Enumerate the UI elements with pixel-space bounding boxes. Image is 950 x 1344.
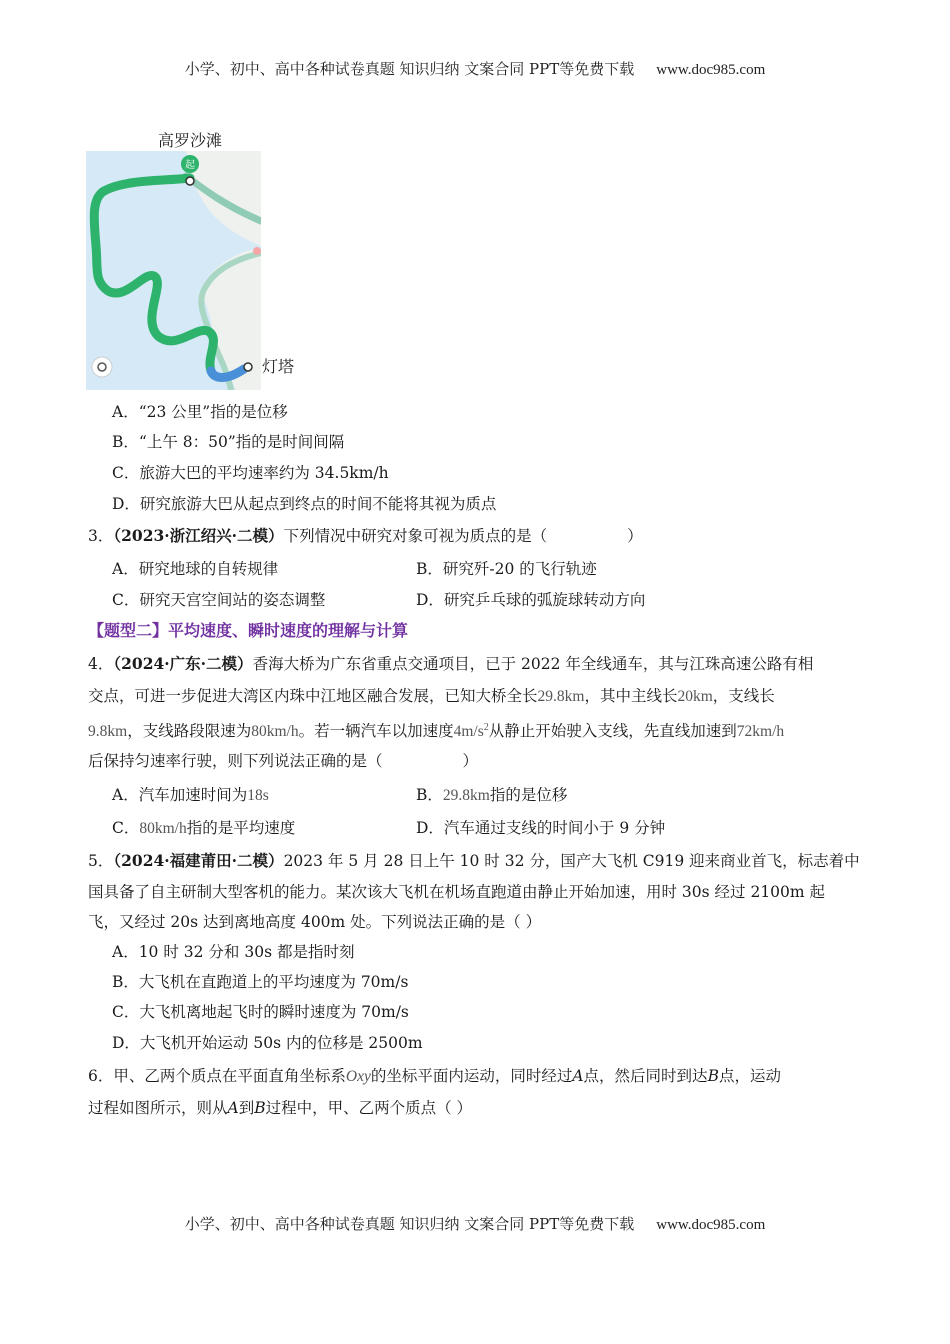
- start-badge: 起: [185, 160, 195, 171]
- header-text: 小学、初中、高中各种试卷真题 知识归纳 文案合同 PPT等免费下载: [184, 60, 635, 78]
- q3-option-b: B．研究歼-20 的飞行轨迹: [416, 560, 597, 578]
- q4-option-d: D．汽车通过支线的时间小于 9 分钟: [416, 819, 666, 837]
- q3-option-a: A．研究地球的自转规律: [112, 560, 279, 578]
- q4-line-1: 4．（2024·广东·二模）香海大桥为广东省重点交通项目，已于 2022 年全线通车，其与江珠高速公路有相: [88, 654, 814, 673]
- q5-line-3: 飞，又经过 20s 达到离地高度 400m 处。下列说法正确的是（ ）: [88, 913, 542, 931]
- q5-option-b: B．大飞机在直跑道上的平均速度为 70m/s: [112, 973, 409, 991]
- route-map: [86, 151, 261, 390]
- q5-line-2: 国具备了自主研制大型客机的能力。某次该大飞机在机场直跑道由静止开始加速，用时 30s 经过 2100m 起: [88, 883, 826, 901]
- q6-line-2: 过程如图所示，则从A到B过程中，甲、乙两个质点（ ）: [88, 1099, 473, 1117]
- q4-line-4: 后保持匀速率行驶，则下列说法正确的是（ ）: [88, 752, 479, 770]
- header-url[interactable]: www.doc985.com: [656, 62, 766, 78]
- q4-option-b: B．29.8km指的是位移: [416, 786, 568, 804]
- q2-option-d: D．研究旅游大巴从起点到终点的时间不能将其视为质点: [112, 495, 497, 513]
- locate-button: [92, 357, 112, 377]
- page-footer: [0, 1213, 950, 1234]
- footer-text: 小学、初中、高中各种试卷真题 知识归纳 文案合同 PPT等免费下载: [184, 1215, 635, 1233]
- q5-option-d: D．大飞机开始运动 50s 内的位移是 2500m: [112, 1034, 423, 1052]
- footer-url[interactable]: www.doc985.com: [656, 1217, 766, 1233]
- q4-option-a: A．汽车加速时间为18s: [112, 786, 269, 804]
- start-dot: [186, 177, 194, 185]
- q4-option-c: C．80km/h指的是平均速度: [112, 819, 296, 837]
- q4-line-3: 9.8km，支线路段限速为80km/h。若一辆汽车以加速度$4m/s^2$从静止开始驶入支线，先直线加速到72km/h: [88, 722, 785, 741]
- map-start-label: 高罗沙滩: [158, 131, 223, 150]
- map-end-label: 灯塔: [262, 357, 295, 376]
- q3-stem: 3．（2023·浙江绍兴·二模）下列情况中研究对象可视为质点的是（ ）: [88, 526, 643, 545]
- q6-line-1: 6．甲、乙两个质点在平面直角坐标系Oxy的坐标平面内运动，同时经过A点，然后同时到达B点，运动: [88, 1067, 781, 1085]
- page-header: [0, 58, 950, 79]
- q4-line-2: 交点，可进一步促进大湾区内珠中江地区融合发展，已知大桥全长29.8km，其中主线长20km，支线长: [88, 687, 775, 705]
- q3-option-c: C．研究天宫空间站的姿态调整: [112, 591, 326, 609]
- section-title: 【题型二】平均速度、瞬时速度的理解与计算: [88, 621, 409, 640]
- q2-option-c: C．旅游大巴的平均速率约为 34.5km/h: [112, 464, 389, 482]
- q2-option-b: B．“上午 8：50”指的是时间间隔: [112, 433, 345, 451]
- q3-option-d: D．研究乒乓球的弧旋球转动方向: [416, 591, 646, 609]
- q5-line-1: 5．（2024·福建莆田·二模）2023 年 5 月 28 日上午 10 时 32 分，国产大飞机 C919 迎来商业首飞，标志着中: [88, 851, 860, 870]
- q5-option-a: A．10 时 32 分和 30s 都是指时刻: [112, 943, 355, 961]
- q2-option-a: A．“23 公里”指的是位移: [112, 403, 288, 421]
- q5-option-c: C．大飞机离地起飞时的瞬时速度为 70m/s: [112, 1003, 409, 1021]
- end-dot: [244, 363, 252, 371]
- poi-icon: [253, 247, 261, 255]
